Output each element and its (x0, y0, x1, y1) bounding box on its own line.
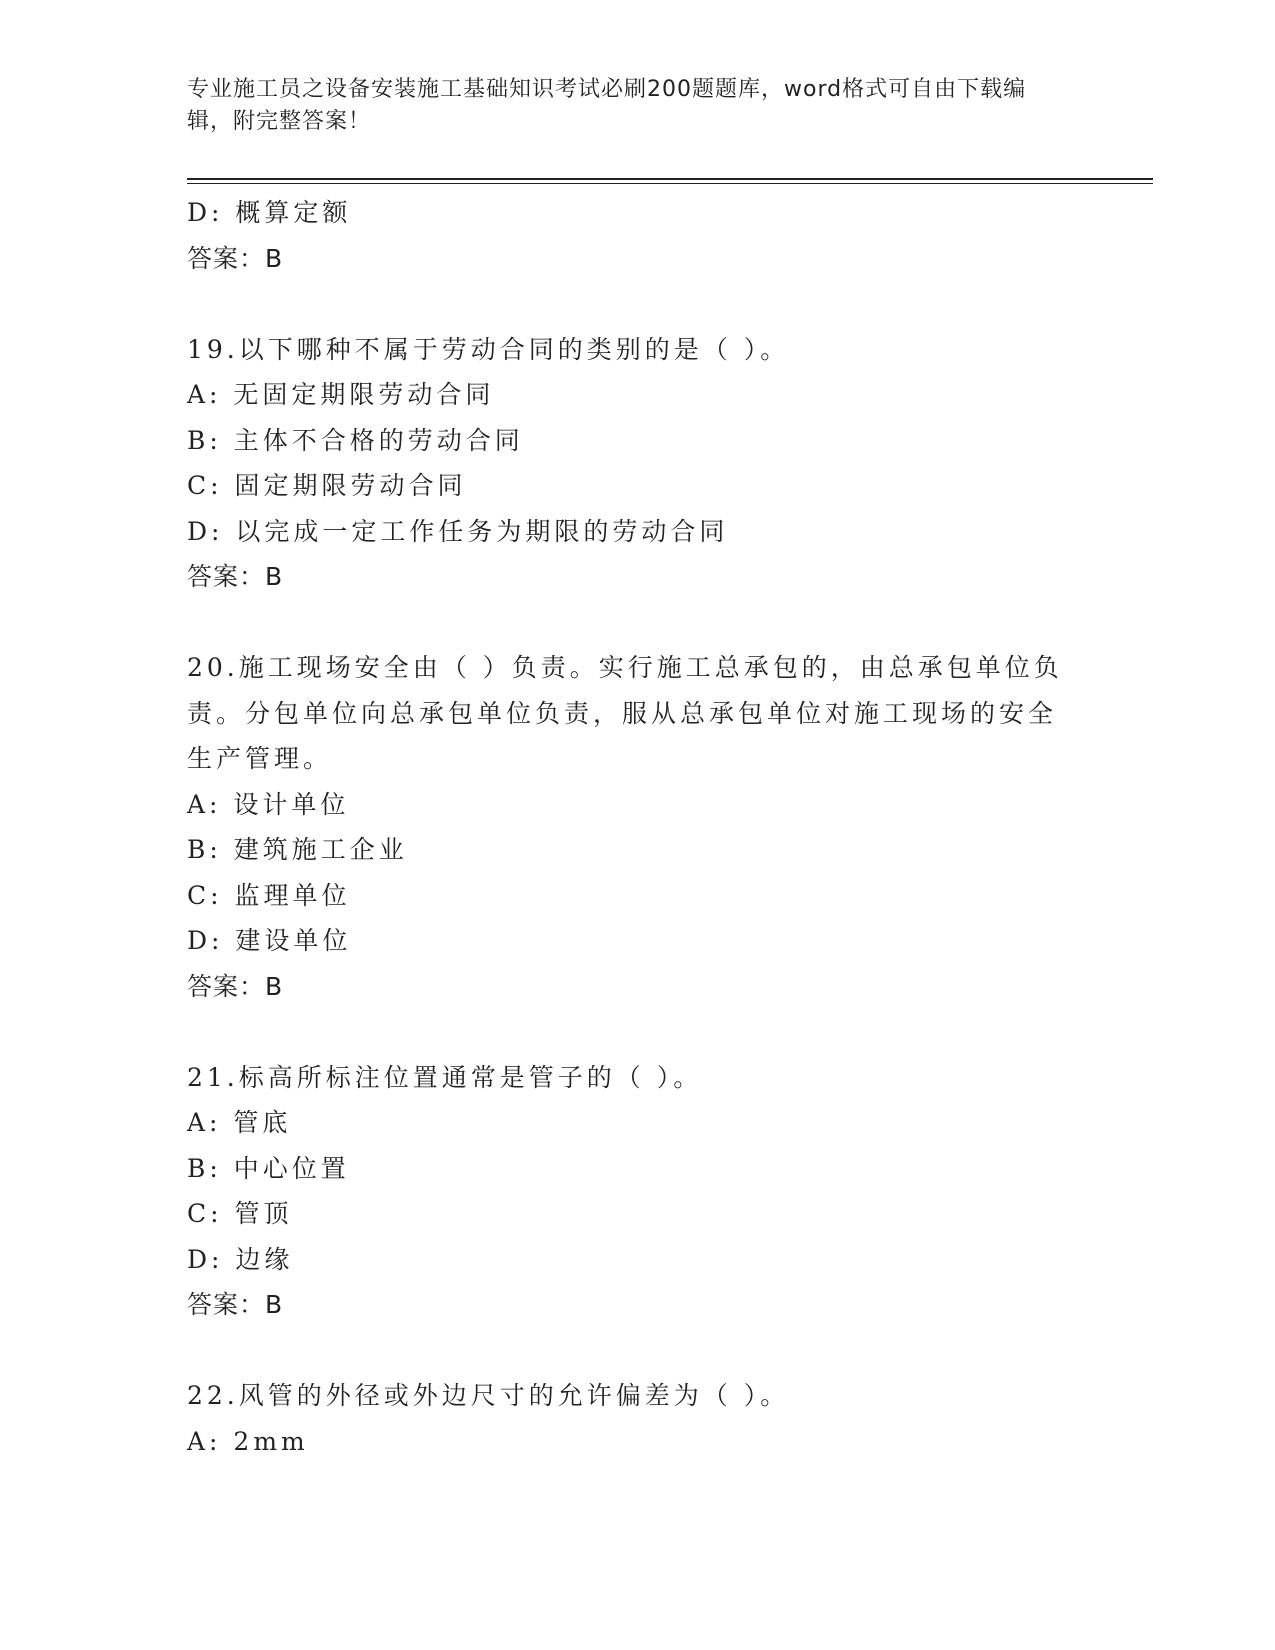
option-b: B: 主体不合格的劳动合同 (187, 425, 524, 455)
page-header: 专业施工员之设备安装施工基础知识考试必刷200题题库，word格式可自由下载编辑，附完整答案！ (187, 77, 1027, 134)
answer: 答案：B (187, 243, 284, 273)
option-c: C: 固定期限劳动合同 (187, 471, 467, 500)
question-list (187, 190, 1067, 1464)
header-rule-thick (187, 178, 1153, 180)
option-a: A: 无固定期限劳动合同 (187, 380, 495, 409)
spacer (187, 281, 1067, 327)
spacer (187, 600, 1067, 646)
option-a: A: 2mm (187, 1426, 309, 1456)
answer: 答案：B (187, 562, 284, 591)
question-stem: 22.风管的外径或外边尺寸的允许偏差为（ ）。 (187, 1381, 790, 1410)
question-19 (187, 327, 1067, 600)
header-rule-thin (187, 183, 1153, 184)
answer: 答案：B (187, 971, 284, 1001)
option-b: B: 中心位置 (187, 1153, 350, 1183)
option-d: D: 边缘 (187, 1244, 294, 1274)
answer: 答案：B (187, 1290, 284, 1319)
option-d: D: 以完成一定工作任务为期限的劳动合同 (187, 516, 729, 546)
option-d: D: 概算定额 (187, 198, 352, 227)
option-d: D: 建设单位 (187, 926, 352, 955)
question-stem: 20.施工现场安全由（ ）负责。实行施工总承包的，由总承包单位负责。分包单位向总承包单位负责，服从总承包单位对施工现场的安全生产管理。 (187, 653, 1063, 773)
spacer (187, 1328, 1067, 1374)
question-22 (187, 1373, 1067, 1464)
question-stem: 19.以下哪种不属于劳动合同的类别的是（ ）。 (187, 334, 790, 364)
option-c: C: 监理单位 (187, 880, 351, 910)
question-21 (187, 1055, 1067, 1328)
option-a: A: 管底 (187, 1108, 292, 1137)
option-c: C: 管顶 (187, 1199, 293, 1228)
question-20 (187, 645, 1067, 1009)
option-b: B: 建筑施工企业 (187, 835, 408, 864)
spacer (187, 1009, 1067, 1055)
question-stem: 21.标高所标注位置通常是管子的（ ）。 (187, 1062, 703, 1092)
option-a: A: 设计单位 (187, 789, 350, 819)
